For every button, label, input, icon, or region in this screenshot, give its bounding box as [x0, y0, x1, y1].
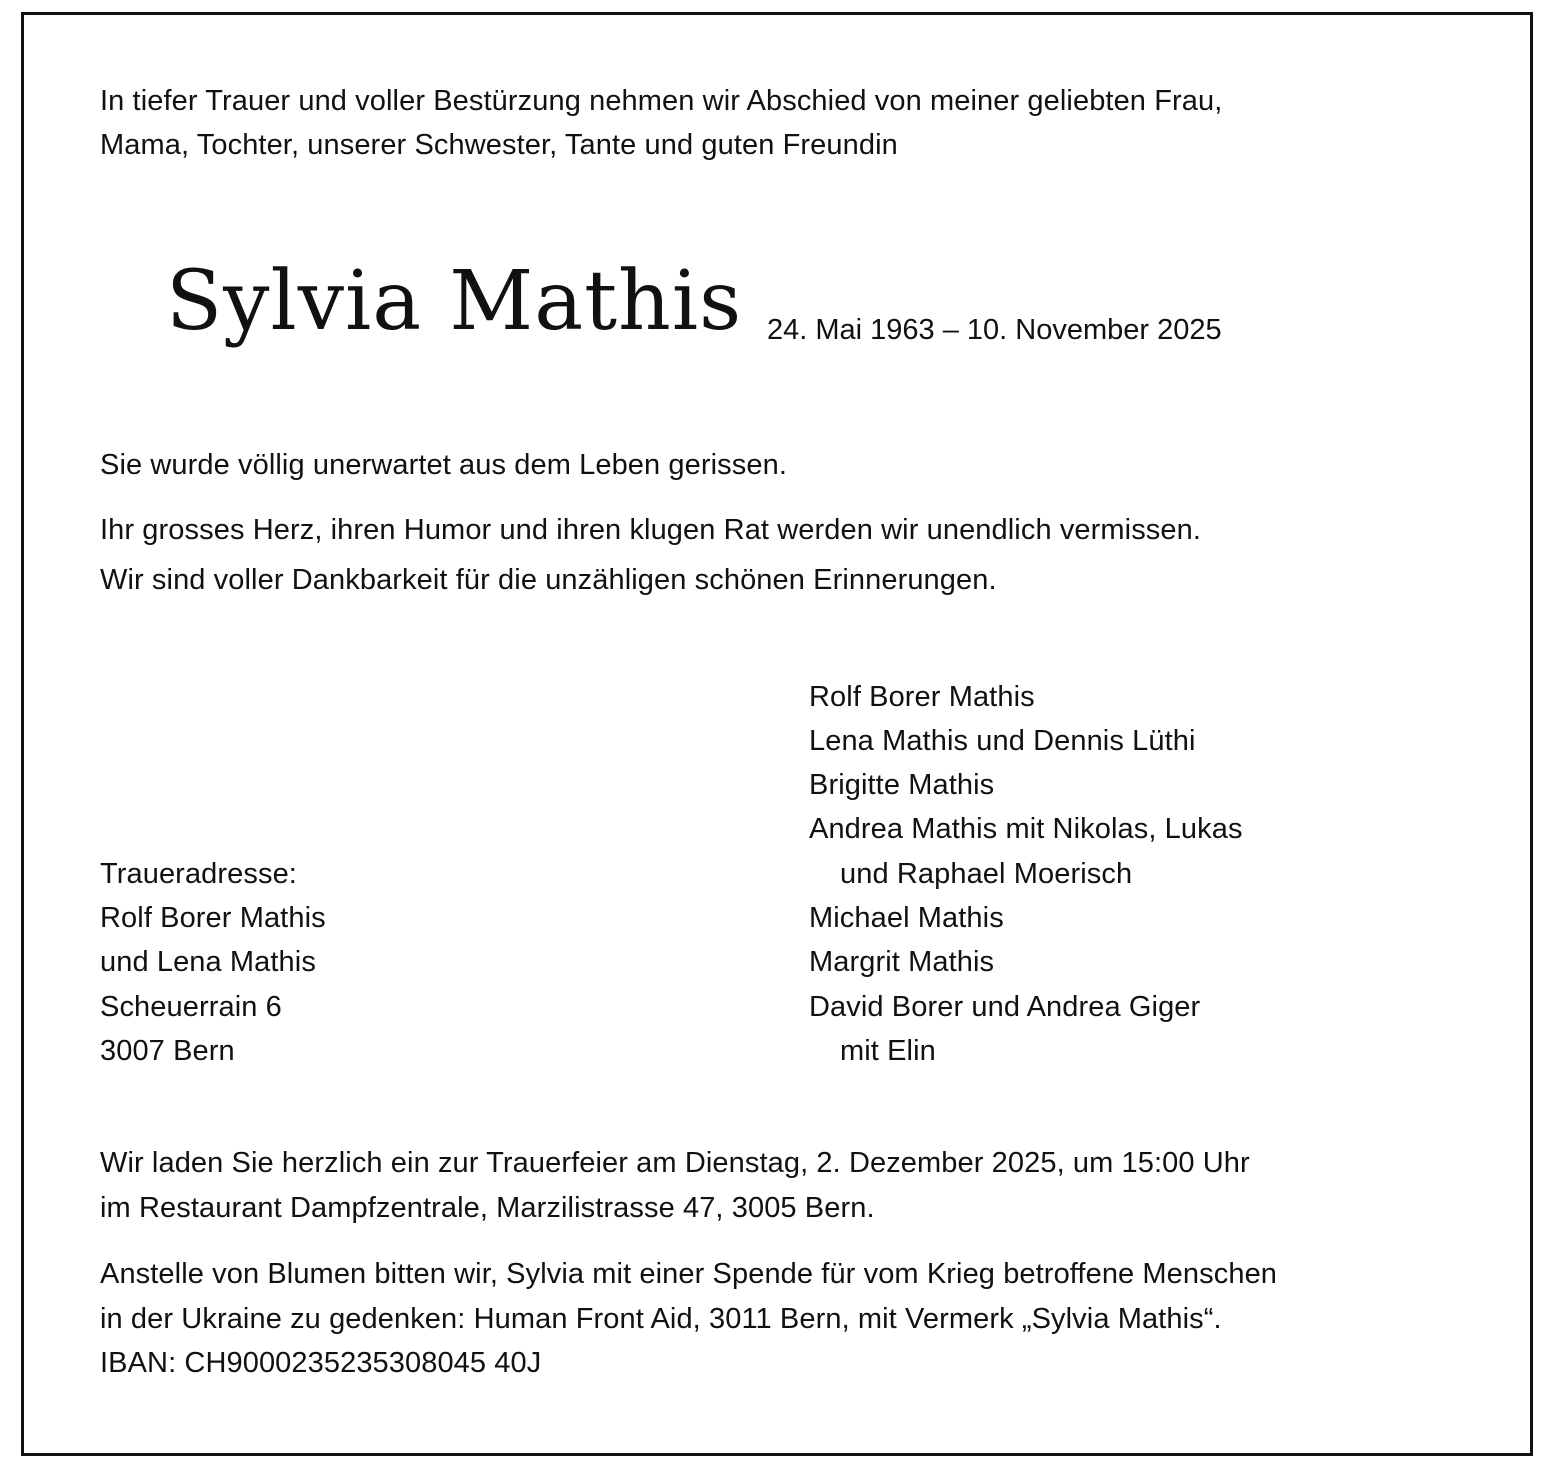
mourner-7: David Borer und Andrea Giger	[809, 991, 1201, 1023]
address-label: Traueradresse:	[100, 858, 297, 890]
ceremony-line-2: im Restaurant Dampfzentrale, Marzilistrasse 47, 3005 Bern.	[100, 1192, 875, 1224]
mourner-2: Lena Mathis und Dennis Lüthi	[809, 725, 1196, 757]
message-line-2: Ihr grosses Herz, ihren Humor und ihren klugen Rat werden wir unendlich vermissen.	[100, 514, 1202, 546]
address-line-2: und Lena Mathis	[100, 946, 316, 978]
address-line-1: Rolf Borer Mathis	[100, 902, 326, 934]
mourner-3: Brigitte Mathis	[809, 769, 995, 801]
mourner-5: Michael Mathis	[809, 902, 1004, 934]
intro-line-2: Mama, Tochter, unserer Schwester, Tante und guten Freundin	[100, 129, 898, 161]
deceased-dates: 24. Mai 1963 – 10. November 2025	[767, 314, 1222, 346]
notice-border	[21, 12, 1533, 1456]
mourner-7-continued: mit Elin	[840, 1035, 936, 1067]
address-line-3: Scheuerrain 6	[100, 991, 282, 1023]
message-line-1: Sie wurde völlig unerwartet aus dem Leben gerissen.	[100, 449, 787, 481]
message-line-3: Wir sind voller Dankbarkeit für die unzähligen schönen Erinnerungen.	[100, 564, 997, 596]
mourner-1: Rolf Borer Mathis	[809, 681, 1035, 713]
mourner-4: Andrea Mathis mit Nikolas, Lukas	[809, 813, 1243, 845]
address-line-4: 3007 Bern	[100, 1035, 235, 1067]
donation-line-2: in der Ukraine zu gedenken: Human Front Aid, 3011 Bern, mit Vermerk „Sylvia Mathis“.	[100, 1303, 1222, 1335]
deceased-name: Sylvia Mathis	[166, 254, 743, 349]
ceremony-line-1: Wir laden Sie herzlich ein zur Trauerfeier am Dienstag, 2. Dezember 2025, um 15:00 Uhr	[100, 1147, 1250, 1179]
mourner-6: Margrit Mathis	[809, 946, 995, 978]
mourner-4-continued: und Raphael Moerisch	[840, 858, 1133, 890]
donation-line-1: Anstelle von Blumen bitten wir, Sylvia mit einer Spende für vom Krieg betroffene Menschen	[100, 1258, 1278, 1290]
intro-line-1: In tiefer Trauer und voller Bestürzung nehmen wir Abschied von meiner geliebten Frau,	[100, 85, 1223, 117]
donation-iban: IBAN: CH9000235235308045 40J	[100, 1347, 542, 1379]
